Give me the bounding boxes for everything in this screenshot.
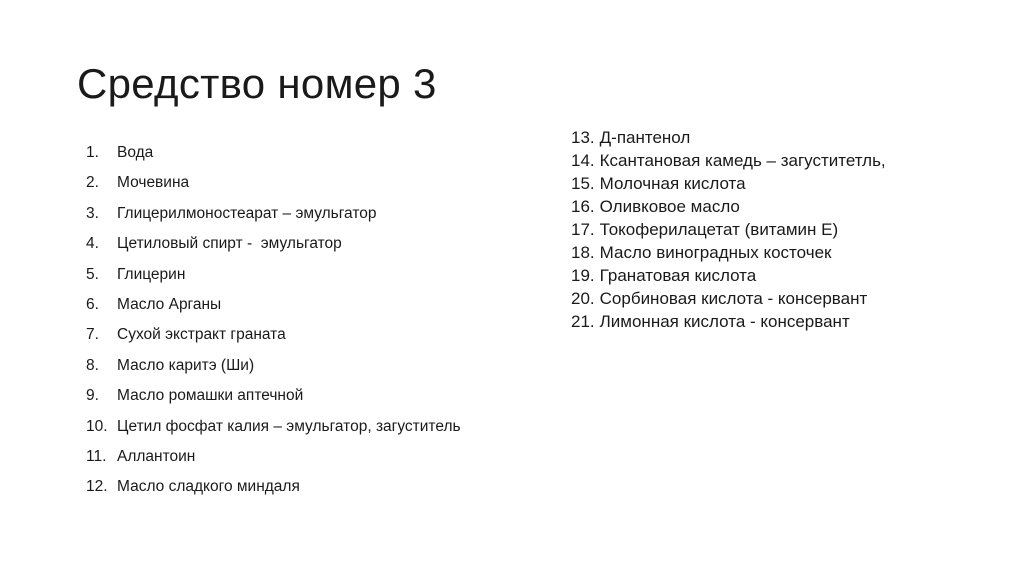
- list-item-text: Д-пантенол: [599, 128, 691, 147]
- list-item: [571, 264, 886, 287]
- list-item-text: Сухой экстракт граната: [117, 326, 286, 344]
- list-item-number: 12.: [86, 478, 108, 496]
- list-item-text: Мочевина: [117, 174, 190, 192]
- list-item-text: Масло Арганы: [117, 295, 222, 313]
- list-item-text: Оливковое масло: [599, 197, 740, 216]
- list-item-text: Масло виноградных косточек: [599, 243, 832, 262]
- list-item-text: Сорбиновая кислота - консервант: [599, 289, 868, 308]
- list-item-text: Токоферилацетат (витамин Е): [599, 220, 839, 239]
- list-item-text: Аллантоин: [117, 447, 196, 465]
- list-item-number: 16.: [571, 197, 595, 216]
- list-item-text: Цетиловый спирт - эмульгатор: [117, 235, 342, 253]
- list-item-number: 18.: [571, 243, 595, 262]
- list-item: [571, 195, 886, 218]
- list-item-number: 9.: [86, 387, 99, 405]
- list-item: [86, 295, 461, 315]
- list-item-text: Лимонная кислота - консервант: [599, 312, 850, 331]
- list-item: [571, 126, 886, 149]
- list-item: [86, 143, 461, 163]
- list-item-number: 3.: [86, 204, 99, 222]
- list-item: [86, 417, 461, 437]
- list-item: [86, 234, 461, 254]
- list-item-text: Цетил фосфат калия – эмульгатор, загуститель: [117, 417, 461, 435]
- list-item: [571, 310, 886, 333]
- list-item: [86, 447, 461, 467]
- list-item: [86, 173, 461, 193]
- ingredients-list-right: [571, 126, 886, 333]
- list-item: [571, 218, 886, 241]
- list-item-text: Глицерилмоностеарат – эмульгатор: [117, 204, 377, 222]
- list-item-number: 7.: [86, 326, 99, 344]
- list-item: [86, 477, 461, 497]
- slide-title: Средство номер 3: [77, 60, 437, 107]
- list-item-number: 8.: [86, 356, 99, 374]
- list-item-number: 17.: [571, 220, 595, 239]
- list-item-text: Гранатовая кислота: [599, 266, 757, 285]
- list-item-number: 13.: [571, 128, 595, 147]
- list-item-number: 21.: [571, 312, 595, 331]
- list-item-number: 15.: [571, 174, 595, 193]
- list-item-text: Масло ромашки аптечной: [117, 387, 304, 405]
- list-item-number: 5.: [86, 265, 99, 283]
- list-item-number: 2.: [86, 174, 99, 192]
- list-item: [571, 149, 886, 172]
- list-item-text: Ксантановая камедь – загуститетль,: [599, 151, 886, 170]
- list-item-number: 1.: [86, 144, 99, 161]
- list-item-text: Вода: [117, 144, 154, 161]
- list-item: [86, 265, 461, 285]
- list-item: [571, 172, 886, 195]
- list-item-text: Масло сладкого миндаля: [117, 478, 300, 496]
- list-item-number: 10.: [86, 417, 108, 435]
- list-item: [86, 325, 461, 345]
- list-item-number: 4.: [86, 235, 99, 253]
- list-item: [571, 287, 886, 310]
- list-item-text: Молочная кислота: [599, 174, 746, 193]
- list-item: [571, 241, 886, 264]
- list-item-number: 14.: [571, 151, 595, 170]
- list-item-text: Глицерин: [117, 265, 186, 283]
- list-item: [86, 356, 461, 376]
- list-item-number: 20.: [571, 289, 595, 308]
- ingredients-list-left: [86, 143, 461, 508]
- list-item-number: 6.: [86, 295, 99, 313]
- list-item-number: 11.: [86, 447, 107, 465]
- list-item: [86, 204, 461, 224]
- list-item-number: 19.: [571, 266, 595, 285]
- list-item: [86, 386, 461, 406]
- list-item-text: Масло каритэ (Ши): [117, 356, 255, 374]
